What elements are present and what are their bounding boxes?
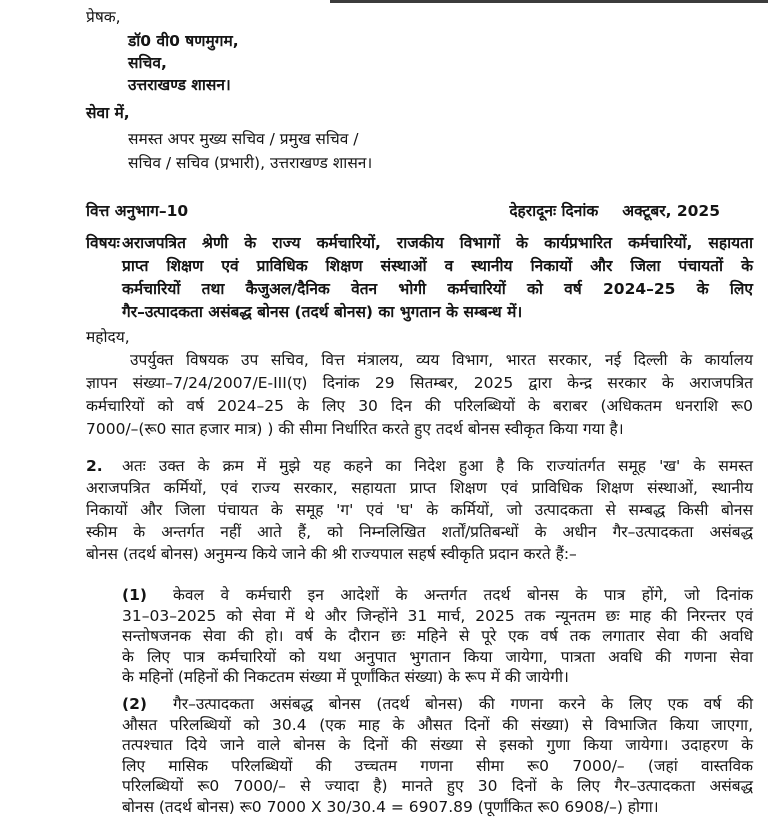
- recipient-block: [128, 127, 372, 175]
- text-line: प्राप्त शिक्षण एवं प्राविधिक शिक्षण संस्थाओं व स्थानीय निकायों और जिला पंचायतों के: [122, 257, 753, 275]
- item-number: (2): [122, 695, 147, 713]
- section-number: वित्त अनुभाग–10: [86, 202, 189, 220]
- condition-item-1-lines: [122, 606, 753, 688]
- text-segment: गैर–उत्पादकता असंबद्ध बोनस (तदर्थ बोनस) की गणना करने के लिए एक वर्ष की: [173, 695, 753, 713]
- condition-item-2-lines: [122, 715, 753, 818]
- recipient-line: समस्त अपर मुख्य सचिव / प्रमुख सचिव /: [128, 130, 359, 148]
- text-line: 7000/–(रू0 सात हजार मात्र) ) की सीमा निर्धारित करते हुए तदर्थ बोनस स्वीकृत किया गया है।: [86, 420, 624, 438]
- text-line: परिलब्धियों रू0 7000/– से ज्यादा है) मानते हुए 30 दिनों के लिए गैर–उत्पादकता असंबद्ध: [122, 777, 753, 795]
- text-line: कर्मचारियों तथा कैजुअल/दैनिक वेतन भोगी कर्मचारियों को वर्ष 2024–25 के लिए: [122, 280, 753, 298]
- text-line: स्कीम के अन्तर्गत नहीं आते हैं, को निम्नलिखित शर्तों/प्रतिबन्धों के अधीन गैर–उत्पादकता असंबद्ध: [86, 523, 753, 541]
- text-line: औसत परिलब्धियों को 30.4 (एक माह के औसत दिनों की संख्या) से विभाजित किया जाएगा,: [122, 715, 753, 734]
- text-line: तत्पश्चात दिये जाने वाले बोनस के दिनों की संख्या से इसको गुणा किया जायेगा। उदाहरण के: [122, 736, 753, 754]
- text-line: गैर–उत्पादकता असंबद्ध बोनस (तदर्थ बोनस) का भुगतान के सम्बन्ध में।: [122, 303, 523, 321]
- text-line: 31–03–2025 को सेवा में थे और जिन्होंने 31 मार्च, 2025 तक न्यूनतम छः माह की निरन्तर एवं: [122, 606, 753, 625]
- paragraph-2-lines: [86, 477, 753, 565]
- sender-organization: उत्तराखण्ड शासन।: [128, 76, 231, 94]
- text-line: [86, 455, 753, 477]
- date-value: अक्टूबर, 2025: [622, 202, 720, 220]
- text-segment: केवल वे कर्मचारी इन आदेशों के अन्तर्गत तदर्थ बोनस के पात्र होंगे, जो दिनांक: [173, 586, 753, 604]
- subject-lines: [122, 232, 753, 324]
- paragraph-1: [86, 349, 753, 441]
- recipient-line: सचिव / सचिव (प्रभारी), उत्तराखण्ड शासन।: [128, 154, 373, 172]
- item-number: (1): [122, 586, 147, 604]
- text-line: ज्ञापन संख्या–7/24/2007/E-III(ए) दिनांक 29 सितम्बर, 2025 द्वारा केन्द्र सरकार के अराजपत्रित: [86, 374, 753, 392]
- text-line: कर्मचारियों को वर्ष 2024–25 के लिए 30 दिन की परिलब्धियों के बराबर (अधिकतम धनराशि रू0: [86, 397, 753, 415]
- sender-designation: सचिव,: [128, 54, 167, 72]
- sender-block: [128, 30, 239, 96]
- text-line: उपर्युक्त विषयक उप सचिव, वित्त मंत्रालय, व्यय विभाग, भारत सरकार, नई दिल्ली के कार्यालय: [130, 351, 753, 369]
- text-line: के लिए पात्र कर्मचारियों को यथा अनुपात भुगतान किया जायेगा, पात्रता अवधि की गणना सेवा: [122, 647, 753, 666]
- text-line: निकायों और जिला पंचायत के समूह 'ग' एवं 'घ' के कर्मियों, जो उत्पादकता से सम्बद्ध किसी बोनस: [86, 501, 753, 519]
- subject-label: विषयः: [86, 234, 120, 252]
- text-line: लिए मासिक परिलब्धियों की उच्चतम गणना सीमा रू0 7000/– (जहां वास्तविक: [122, 756, 753, 775]
- paragraph-number: 2.: [86, 457, 103, 475]
- text-line: सन्तोषजनक सेवा की हो। वर्ष के दौरान छः महिने से पूरे एक वर्ष तक लगातार सेवा की अवधि: [122, 627, 753, 645]
- text-line: [122, 694, 753, 715]
- reference-row: [86, 200, 720, 222]
- top-edge-rule: [330, 0, 768, 3]
- salutation: महोदय,: [86, 328, 130, 346]
- sender-label: प्रेषक,: [86, 8, 121, 26]
- condition-item-1: [122, 585, 753, 688]
- text-line: [122, 585, 753, 606]
- place-date-label: देहरादूनः दिनांक: [509, 202, 599, 220]
- sender-name: डॉ0 वी0 षणमुगम,: [128, 32, 239, 50]
- place-date: [509, 200, 720, 222]
- condition-item-2: [122, 694, 753, 817]
- text-line: बोनस (तदर्थ बोनस) रू0 7000 X 30/30.4 = 6907.89 (पूर्णांकित रू0 6908/–) होगा।: [122, 797, 659, 816]
- text-line: अराजपत्रित श्रेणी के राज्य कर्मचारियों, राजकीय विभागों के कार्यप्रभारित कर्मचारियों, सहायता: [122, 234, 753, 252]
- paragraph-1-lines: [86, 372, 753, 441]
- text-line: अराजपत्रित कर्मियों, एवं राज्य सरकार, सहायता प्राप्त शिक्षण एवं प्राविधिक शिक्षण संस्थाओं, स्थानीय: [86, 479, 753, 497]
- recipient-label: सेवा में,: [86, 104, 130, 122]
- subject-block: [86, 232, 753, 324]
- text-line: के महिनों (महिनों की निकटतम संख्या में पूर्णांकित संख्या) के रूप में की जायेगी।: [122, 668, 569, 686]
- text-line: बोनस (तदर्थ बोनस) अनुमन्य किये जाने की श्री राज्यपाल सहर्ष स्वीकृति प्रदान करते हैं:–: [86, 545, 577, 563]
- text-segment: अतः उक्त के क्रम में मुझे यह कहने का निदेश हुआ है कि राज्यांतर्गत समूह 'ख' के समस्त: [122, 457, 753, 475]
- paragraph-2: [86, 455, 753, 565]
